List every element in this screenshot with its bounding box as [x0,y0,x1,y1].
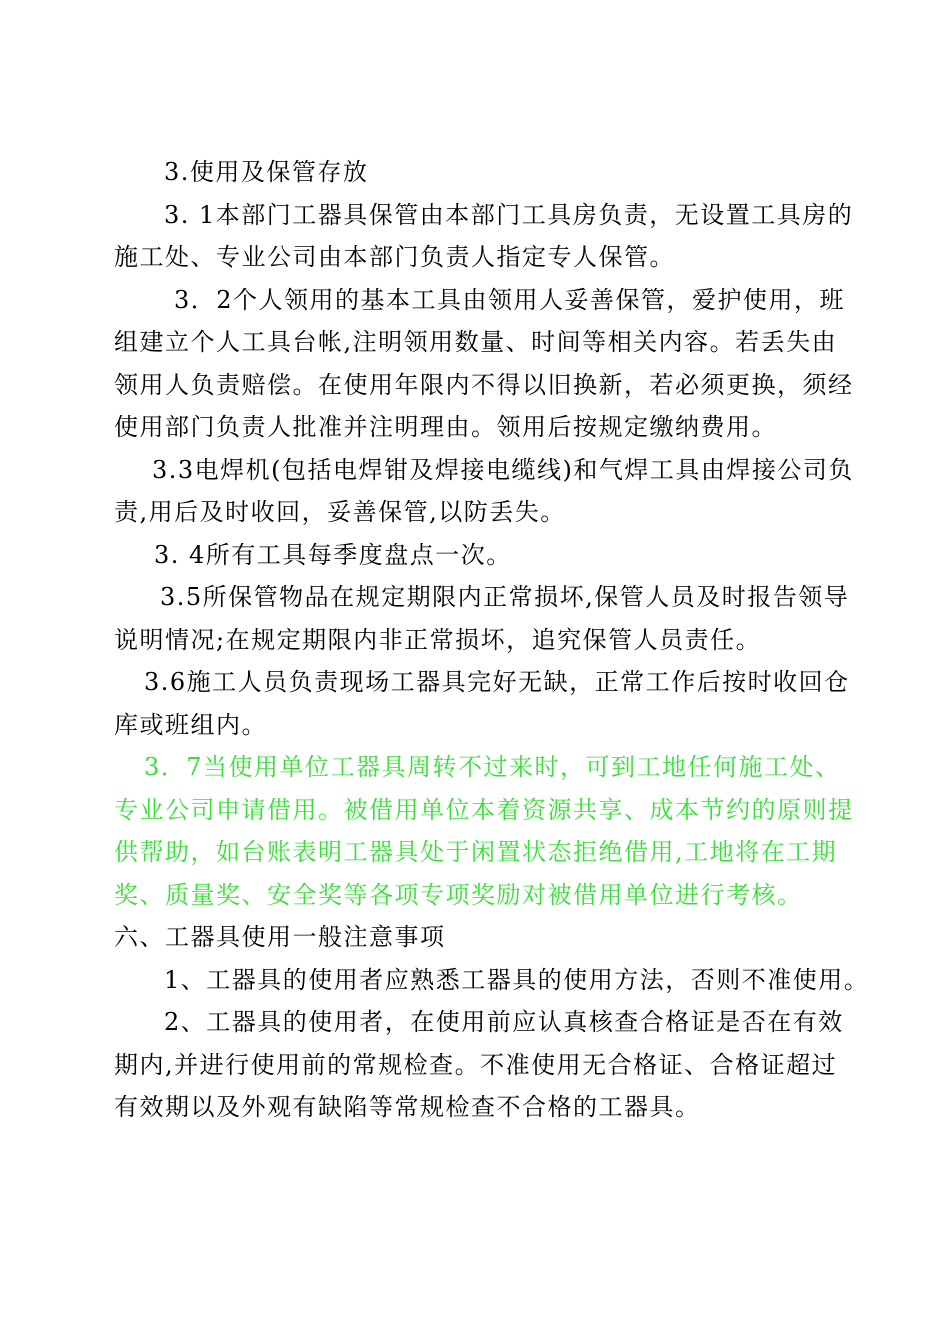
text-line: 组建立个人工具台帐,注明领用数量、时间等相关内容。若丢失由 [114,328,838,356]
text-line: 奖、质量奖、安全奖等各项专项奖励对被借用单位进行考核。 [114,880,803,909]
section-heading-usage-notes [114,916,864,959]
text-line: 供帮助，如台账表明工器具处于闲置状态拒绝借用,工地将在工期 [114,838,838,866]
text-line: 有效期以及外观有缺陷等常规检查不合格的工器具。 [114,1093,701,1121]
text-line: 3.3电焊机(包括电焊钳及焊接电缆线)和气焊工具由焊接公司负 [152,455,854,484]
text-line: 领用人负责赔偿。在使用年限内不得以旧换新，若必须更换，须经 [114,370,854,399]
paragraph-3-5 [114,576,864,661]
text-line: 3. 4所有工具每季度盘点一次。 [154,540,512,569]
text-line: 六、工器具使用一般注意事项 [114,923,446,951]
text-line: 3. 1本部门工器具保管由本部门工具房负责，无设置工具房的 [164,200,854,229]
text-line: 说明情况;在规定期限内非正常损坏，追究保管人员责任。 [114,625,762,654]
paragraph-3-6 [114,661,864,746]
text-line: 3．7当使用单位工器具周转不过来时，可到工地任何施工处、 [144,753,841,781]
text-line: 3.6施工人员负责现场工器具完好无缺，正常工作后按时收回仓 [144,668,850,696]
text-line: 3.5所保管物品在规定期限内正常损坏,保管人员及时报告领导 [160,583,850,611]
text-line: 库或班组内。 [114,710,267,739]
paragraph-3-3 [114,449,864,534]
text-line: 1、工器具的使用者应熟悉工器具的使用方法，否则不准使用。 [164,965,870,994]
paragraph-3-2 [114,279,864,449]
text-line: 期内,并进行使用前的常规检查。不准使用无合格证、合格证超过 [114,1050,838,1079]
document-body [114,151,870,1129]
paragraph-3-4 [114,534,864,577]
paragraph-3-7-highlighted [114,746,864,916]
paragraph-note-2 [114,1001,864,1129]
text-line: 使用部门负责人批准并注明理由。领用后按规定缴纳费用。 [114,413,777,441]
text-line: 责,用后及时收回，妥善保管,以防丢失。 [114,498,566,526]
text-line: 专业公司申请借用。被借用单位本着资源共享、成本节约的原则提 [114,795,854,824]
paragraph-3-1 [114,194,864,279]
paragraph-note-1 [114,959,870,1002]
text-line: 3．2个人领用的基本工具由领用人妥善保管，爱护使用，班 [174,285,846,314]
section-heading-storage [114,151,864,194]
text-line: 3.使用及保管存放 [164,158,369,186]
text-line: 2、工器具的使用者，在使用前应认真核查合格证是否在有效 [164,1008,844,1036]
text-line: 施工处、专业公司由本部门负责人指定专人保管。 [114,243,675,271]
